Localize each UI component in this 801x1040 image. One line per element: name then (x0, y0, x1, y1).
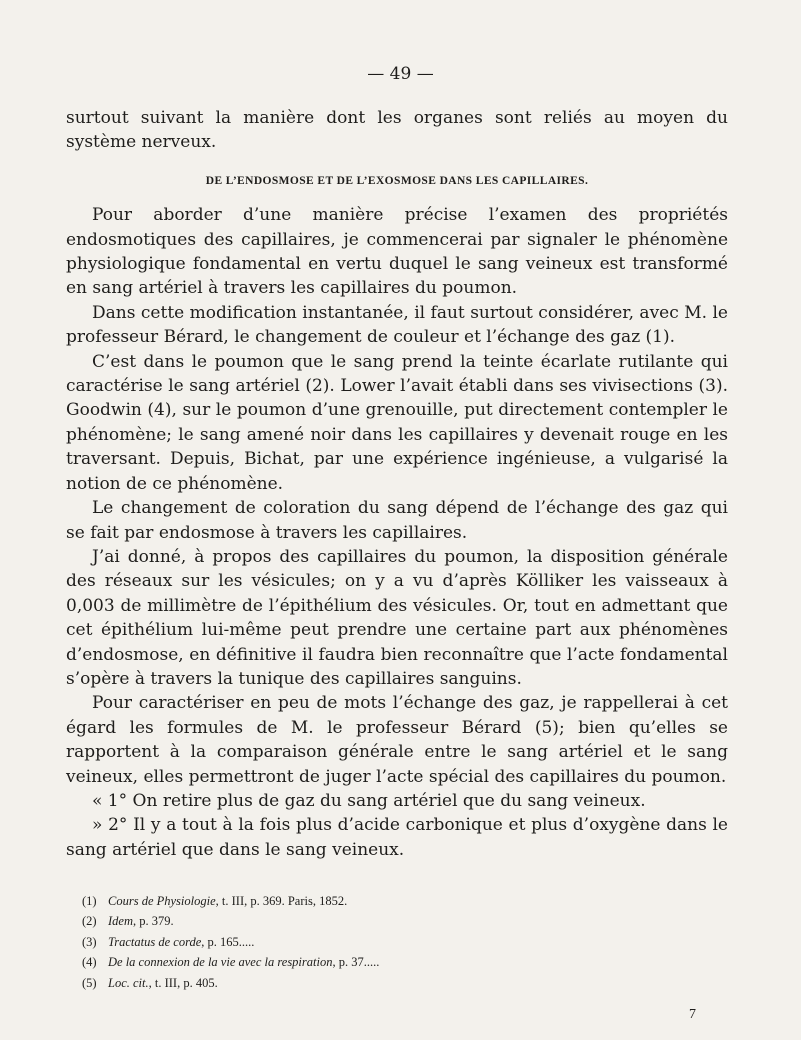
page-number: — 49 — (367, 64, 434, 84)
footnote: (5) Loc. cit., t. III, p. 405. (82, 975, 218, 990)
intro-paragraph: surtout suivant la manière dont les organes sont reliés au moyen du système nerveux. (66, 108, 728, 153)
paragraph: J’ai donné, à propos des capillaires du poumon, la disposition générale des réseaux sur les vésicules; on y a vu d’après Kölliker les vaisseaux à 0,003 de millimètre de l’épithélium des vésicules. Or, tout en admettant que cet épithélium lui-même peut prendre une certaine part aux phénomènes d’endosmose, en définitive il faudra bien reconnaître que l’acte fondamental s’opère à travers la tunique des capillaires sanguins. (66, 546, 728, 689)
footnote: (1) Cours de Physiologie, t. III, p. 369. Paris, 1852. (82, 894, 348, 908)
footnote: (3) Tractatus de corde, p. 165..... (82, 934, 255, 949)
quote-line: « 1° On retire plus de gaz du sang artériel que du sang veineux. (92, 790, 646, 811)
footnotes (82, 891, 682, 993)
footnote: (4) De la connexion de la vie avec la respiration, p. 37..... (82, 955, 380, 970)
paragraph: Dans cette modification instantanée, il faut surtout considérer, avec M. le professeur Bérard, le changement de couleur et l’échange des gaz (1). (66, 302, 728, 348)
paragraph: Pour aborder d’une manière précise l’examen des propriétés endosmotiques des capillaires, je commencerai par signaler le phénomène physiologique fondamental en vertu duquel le sang veineux est transformé en sang artériel à travers les capillaires du poumon. (66, 205, 728, 299)
signature-mark: 7 (689, 1007, 696, 1022)
quote-line: » 2° Il y a tout à la fois plus d’acide carbonique et plus d’oxygène dans le sang artériel que dans le sang veineux. (66, 815, 728, 860)
paragraph: C’est dans le poumon que le sang prend la teinte écarlate rutilante qui caractérise le sang artériel (2). Lower l’avait établi dans ses vivisections (3). Goodwin (4), sur le poumon d’une grenouille, put directement contempler le phénomène; le sang amené noir dans les capillaires y devenait rouge en les traversant. Depuis, Bichat, par une expérience ingénieuse, a vulgarisé la notion de ce phénomène. (66, 351, 728, 494)
paragraph: Pour caractériser en peu de mots l’échange des gaz, je rappellerai à cet égard les formules de M. le professeur Bérard (5); bien qu’elles se rapportent à la comparaison générale entre le sang artériel et le sang veineux, elles permettront de juger l’acte spécial des capillaires du poumon. (66, 693, 728, 787)
body-text (66, 106, 728, 862)
section-title: DE L’ENDOSMOSE ET DE L’EXOSMOSE DANS LES CAPILLAIRES. (205, 174, 589, 187)
paragraph: Le changement de coloration du sang dépend de l’échange des gaz qui se fait par endosmose à travers les capillaires. (66, 498, 728, 543)
footnote: (2) Idem, p. 379. (82, 914, 174, 929)
